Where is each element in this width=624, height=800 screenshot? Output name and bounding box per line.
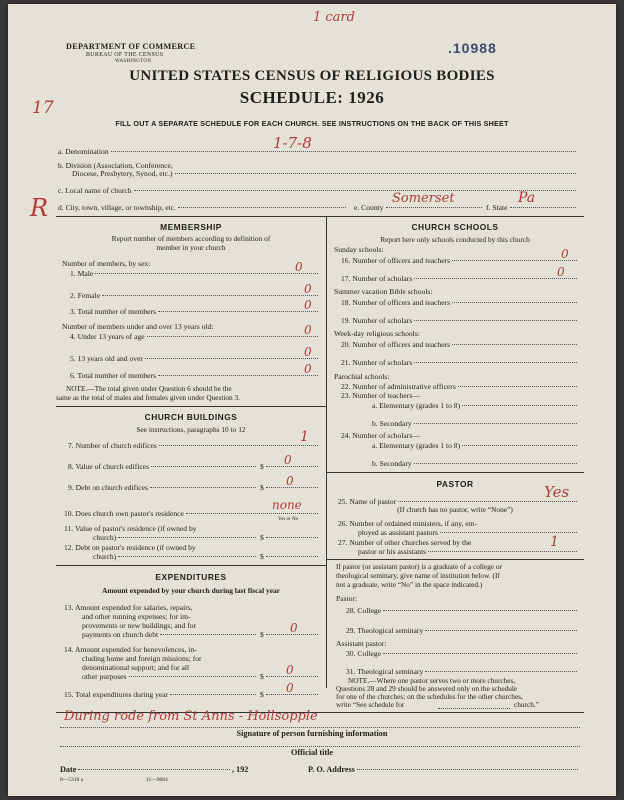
q2-value: 0 [304, 282, 312, 296]
q11-dollar: $ [260, 533, 264, 542]
q25-label: 25. Name of pastor [338, 497, 397, 506]
state-value: Pa [518, 190, 536, 206]
city-name: WASHINGTON [115, 59, 152, 64]
graduate-instruction-2: theological seminary, give name of institution below. (If [336, 571, 500, 580]
buildings-title: CHURCH BUILDINGS [144, 412, 238, 422]
q10-value: none [272, 498, 302, 512]
form-subtitle: SCHEDULE: 1926 [239, 88, 385, 107]
q14-value: 0 [286, 663, 294, 677]
q19-label: 19. Number of scholars [341, 316, 413, 325]
q23-label: 23. Number of teachers— [341, 391, 420, 400]
q20-label: 20. Number of officers and teachers [341, 340, 451, 349]
official-title-line[interactable] [60, 746, 580, 747]
q26-label-2: ployed as assistant pastors [358, 528, 438, 537]
division-row[interactable] [72, 169, 578, 178]
sunday-schools-label: Sunday schools: [334, 245, 384, 254]
po-address-label: P. O. Address [308, 765, 355, 774]
q23a-label: a. Elementary (grades 1 to 8) [372, 401, 461, 410]
q20-row[interactable] [341, 340, 579, 349]
divider-pastor [326, 559, 584, 560]
membership-instruction-1: Report number of members according to definition of [111, 234, 271, 243]
q13-value: 0 [290, 621, 298, 635]
q8-label: 8. Value of church edifices [68, 462, 150, 471]
q5-label: 5. 13 years old and over [70, 354, 143, 363]
q15-amount[interactable] [260, 681, 320, 699]
q9-label: 9. Debt on church edifices [68, 483, 148, 492]
q14-label-4: other purposes [82, 672, 127, 681]
q6-value: 0 [304, 362, 312, 376]
q8-value-row[interactable] [68, 462, 258, 471]
q11-amount[interactable] [260, 533, 320, 542]
q5-value: 0 [304, 345, 312, 359]
q18-row[interactable] [341, 298, 579, 307]
buildings-instruction: See instructions, paragraphs 10 to 12 [136, 425, 246, 434]
handwritten-signature-note: During rode from St Anns - Hollsopple [64, 709, 318, 724]
bureau-name: BUREAU OF THE CENSUS [86, 52, 164, 58]
signature-line[interactable] [60, 727, 580, 728]
summer-schools-label: Summer vacation Bible schools: [334, 287, 433, 296]
pastor-education-label: Pastor: [336, 594, 358, 603]
city-row[interactable] [58, 203, 348, 212]
margin-mark-17: 17 [32, 98, 54, 118]
q15-label: 15. Total expenditures during year [64, 690, 169, 699]
q3-value: 0 [304, 298, 312, 312]
census-schedule-sheet [8, 4, 616, 796]
q29-label: 29. Theological seminary [346, 626, 424, 635]
pastor-note-3: for one of the churches; on the schedules for the other churches, [336, 692, 523, 701]
membership-note-2: same as the total of males and females given under Question 3. [56, 393, 240, 402]
q1-label: 1. Male [70, 269, 94, 278]
county-value: Somerset [392, 191, 455, 206]
form-title: UNITED STATES CENSUS OF RELIGIOUS BODIES [129, 68, 495, 84]
date-year: , 192 [232, 765, 249, 774]
county-row[interactable] [354, 191, 484, 212]
see-schedule-blank[interactable] [438, 708, 510, 709]
q25-hint: (If church has no pastor, write “None”) [397, 505, 513, 514]
expenditures-title: EXPENDITURES [155, 572, 227, 582]
q21-label: 21. Number of scholars [341, 358, 413, 367]
q12-dollar: $ [260, 552, 264, 561]
q22-row[interactable] [341, 382, 579, 391]
state-row[interactable] [486, 190, 578, 212]
q24a-label: a. Elementary (grades 1 to 8) [372, 441, 461, 450]
q9-amount[interactable] [260, 474, 320, 492]
q3-total-row[interactable] [70, 298, 320, 316]
q27-label-2: pastor or his assistants [358, 547, 427, 556]
division-label: b. Division (Association, Conference, [58, 161, 173, 170]
q14-label-2: cluding home and foreign missions; for [82, 654, 202, 663]
expenditures-instruction: Amount expended by your church during last fiscal year [102, 586, 280, 595]
q30-row[interactable] [346, 649, 579, 658]
q8-value: 0 [284, 453, 292, 467]
q15-dollar: $ [260, 690, 264, 699]
q26-row[interactable] [358, 528, 579, 537]
q13-label-1: 13. Amount expended for salaries, repairs, [64, 603, 193, 612]
q9-dollar: $ [260, 483, 264, 492]
pastor-title: PASTOR [436, 479, 474, 489]
parochial-schools-label: Parochial schools: [334, 372, 390, 381]
q24b-row[interactable] [372, 459, 579, 468]
q12-label-2: church) [93, 552, 117, 561]
pastor-note-5: church.” [514, 700, 539, 709]
q13-amount[interactable] [260, 621, 320, 639]
q8-dollar: $ [260, 462, 264, 471]
q14-dollar: $ [260, 672, 264, 681]
divider-buildings [56, 565, 326, 566]
membership-title: MEMBERSHIP [160, 222, 222, 232]
q8-amount[interactable] [260, 453, 320, 471]
denomination-value: 1-7-8 [273, 134, 312, 152]
q14-amount[interactable] [260, 663, 320, 681]
city-label: d. City, town, village, or township, etc. [58, 203, 177, 212]
pastor-note-1: NOTE.—Where one pastor serves two or more churches, [348, 676, 516, 685]
denomination-row[interactable] [58, 134, 578, 156]
q21-row[interactable] [341, 358, 579, 367]
q24-label: 24. Number of scholars— [341, 431, 420, 440]
date-label: Date [60, 765, 77, 774]
membership-age-header: Number of members under and over 13 years old: [62, 322, 214, 331]
q24b-label: b. Secondary [372, 459, 412, 468]
handwritten-card-note: 1 card [313, 10, 355, 25]
membership-instruction-2: member in your church [156, 243, 226, 252]
q22-label: 22. Number of administrative officers [341, 382, 456, 391]
denomination-label: a. Denomination [58, 147, 109, 156]
graduate-instruction-1: If pastor (or assistant pastor) is a graduate of a college or [336, 562, 502, 571]
q28-label: 28. College [346, 606, 382, 615]
q11-label-2: church) [93, 533, 117, 542]
q3-label: 3. Total number of members [70, 307, 157, 316]
division-label-2: Diocese, Presbytery, Synod, etc.) [72, 169, 173, 178]
q1-value: 0 [295, 260, 303, 274]
q16-label: 16. Number of officers and teachers [341, 256, 451, 265]
pastor-note-4: write “See schedule for [336, 700, 405, 709]
q16-value: 0 [561, 247, 569, 261]
q23a-row[interactable] [372, 401, 579, 410]
q23b-label: b. Secondary [372, 419, 412, 428]
official-title-label: Official title [290, 748, 334, 757]
q24a-row[interactable] [372, 441, 579, 450]
q15-value: 0 [286, 681, 294, 695]
graduate-instruction-3: not a graduate, write “No” in the space indicated.) [336, 580, 483, 589]
weekday-schools-label: Week-day religious schools: [334, 329, 420, 338]
q19-row[interactable] [341, 316, 579, 325]
q13-row[interactable] [82, 630, 258, 639]
q17-row[interactable] [341, 265, 579, 283]
local-name-label: c. Local name of church [58, 186, 132, 195]
q11-row[interactable] [93, 533, 258, 542]
q30-label: 30. College [346, 649, 382, 658]
schools-instruction: Report here only schools conducted by this church [380, 235, 530, 244]
q29-row[interactable] [346, 626, 579, 635]
q9-debt-row[interactable] [68, 483, 258, 492]
schools-title: CHURCH SCHOOLS [411, 222, 499, 232]
signature-label: Signature of person furnishing information [236, 729, 388, 738]
q4-value: 0 [304, 323, 312, 337]
form-instruction: FILL OUT A SEPARATE SCHEDULE FOR EACH CHURCH. SEE INSTRUCTIONS ON THE BACK OF THIS SHEET [115, 119, 509, 128]
local-name-row[interactable] [58, 186, 578, 195]
q11-label: 11. Value of pastor's residence (if owned by [64, 524, 197, 533]
state-label: f. State [486, 203, 508, 212]
q4-label: 4. Under 13 years of age [70, 332, 145, 341]
county-label: e. County [354, 203, 384, 212]
q6-label: 6. Total number of members [70, 371, 157, 380]
department-name: DEPARTMENT OF COMMERCE [66, 42, 196, 51]
q12-amount[interactable] [260, 552, 320, 561]
q13-dollar: $ [260, 630, 264, 639]
serial-number: .10988 [448, 40, 497, 56]
q12-row[interactable] [93, 552, 258, 561]
q7-value: 1 [300, 429, 309, 445]
q18-label: 18. Number of officers and teachers [341, 298, 451, 307]
q27-value: 1 [550, 534, 559, 550]
q13-label-3: provements or new buildings; and for [82, 621, 197, 630]
q5-over13-row[interactable] [70, 345, 320, 363]
q25-value: Yes [544, 483, 570, 501]
q23b-row[interactable] [372, 419, 579, 428]
membership-note-1: NOTE.—The total given under Question 6 should be the [66, 384, 232, 393]
pastor-note-2: Questions 28 and 29 should be answered only on the schedule [336, 684, 518, 693]
date-row[interactable] [60, 765, 232, 774]
form-number: 8—5318 a [60, 777, 84, 783]
q2-female-row[interactable] [70, 282, 320, 300]
q7-label: 7. Number of church edifices [68, 441, 157, 450]
q14-label-3: denominational support; and for all [82, 663, 190, 672]
q28-row[interactable] [346, 606, 579, 615]
membership-sex-header: Number of members, by sex: [62, 259, 151, 268]
q15-row[interactable] [64, 690, 258, 699]
q31-row[interactable] [346, 667, 579, 676]
q9-value: 0 [286, 474, 294, 488]
q27-label-1: 27. Number of other churches served by the [338, 538, 472, 547]
q12-label: 12. Debt on pastor's residence (if owned by [64, 543, 196, 552]
margin-mark-r: R [30, 194, 49, 222]
q2-label: 2. Female [70, 291, 100, 300]
q6-total-row[interactable] [70, 362, 320, 380]
print-number: 11—9684 [146, 777, 168, 783]
assistant-pastor-label: Assistant pastor: [336, 639, 387, 648]
column-divider [326, 216, 327, 688]
q13-label-2: and other running expenses; for im- [82, 612, 191, 621]
q13-label-4: payments on church debt [82, 630, 159, 639]
q14-label-1: 14. Amount expended for benevolences, in- [64, 645, 197, 654]
q10-label: 10. Does church own pastor's residence [64, 509, 184, 518]
q17-value: 0 [557, 265, 565, 279]
q14-row[interactable] [82, 672, 258, 681]
q17-label: 17. Number of scholars [341, 274, 413, 283]
divider-schools [326, 472, 584, 473]
divider-membership [56, 406, 326, 407]
q10-hint: Yes or No [278, 517, 299, 522]
q26-label-1: 26. Number of ordained ministers, if any, em- [338, 519, 478, 528]
q31-label: 31. Theological seminary [346, 667, 424, 676]
po-address-row[interactable] [308, 765, 580, 774]
divider-top [56, 216, 584, 217]
